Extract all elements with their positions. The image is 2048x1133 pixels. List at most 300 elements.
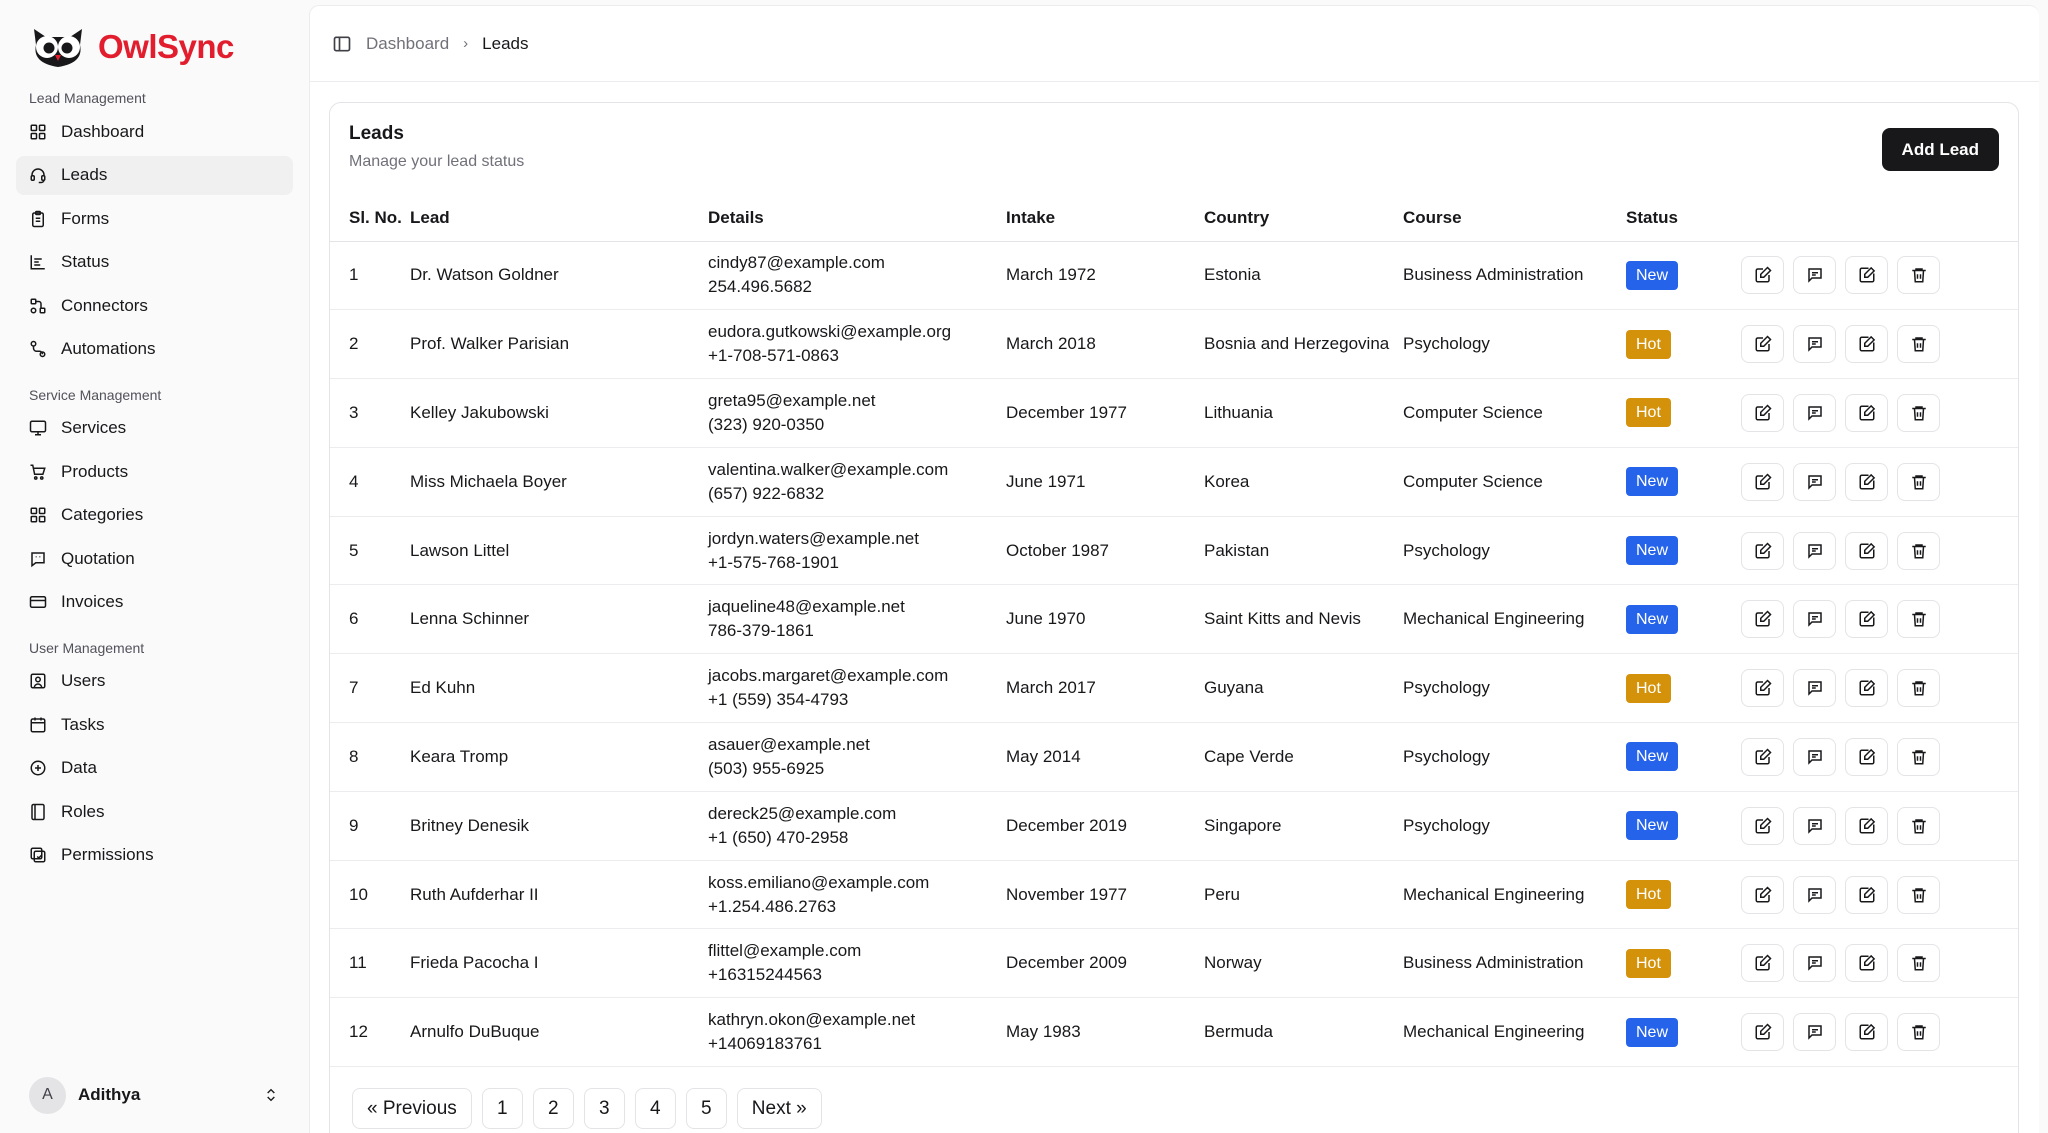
row-actions [1741, 944, 2018, 982]
edit-note-button[interactable] [1741, 807, 1784, 845]
sidebar-item-label: Users [61, 671, 106, 690]
edit-button[interactable] [1845, 532, 1888, 570]
comment-icon [1806, 1023, 1824, 1041]
sidebar-item-leads[interactable] [16, 156, 293, 195]
comment-button[interactable] [1793, 325, 1836, 363]
cell-country: Estonia [1204, 241, 1403, 310]
cell-details [708, 791, 1006, 860]
edit-note-button[interactable] [1741, 600, 1784, 638]
cell-course: Computer Science [1403, 447, 1626, 516]
edit-note-icon [1754, 954, 1772, 972]
lead-email: jordyn.waters@example.net [708, 528, 919, 548]
grid-icon [29, 506, 47, 524]
edit-note-icon [1754, 610, 1772, 628]
trash-icon [1910, 748, 1928, 766]
table-row [330, 791, 2018, 860]
delete-button[interactable] [1897, 394, 1940, 432]
cell-status [1626, 860, 1741, 929]
edit-icon [1858, 473, 1876, 491]
trash-icon [1910, 954, 1928, 972]
trash-icon [1910, 679, 1928, 697]
cell-sl-no: 2 [330, 310, 410, 379]
edit-icon [1858, 542, 1876, 560]
sidebar-item-label: Quotation [61, 548, 135, 568]
sidebar-item-status[interactable] [16, 243, 293, 282]
sidebar-item-label: Data [61, 758, 97, 777]
brand-name: OwlSync [98, 28, 234, 65]
sidebar-item-data[interactable] [16, 749, 293, 788]
table-row [330, 516, 2018, 585]
data-icon [29, 759, 47, 777]
cell-course: Mechanical Engineering [1403, 998, 1626, 1067]
lead-phone: 786-379-1861 [708, 621, 814, 641]
comment-icon [1806, 954, 1824, 972]
row-actions [1741, 325, 2018, 363]
cell-sl-no: 5 [330, 516, 410, 585]
card-header [330, 103, 2018, 196]
page-3-button[interactable]: 3 [584, 1088, 625, 1129]
status-badge: New [1626, 605, 1678, 634]
cell-course: Mechanical Engineering [1403, 585, 1626, 654]
add-lead-button[interactable]: Add Lead [1882, 128, 1999, 171]
sidebar-item-label: Automations [61, 339, 156, 358]
cell-details [708, 998, 1006, 1067]
lead-phone: +1.254.486.2763 [708, 896, 837, 916]
next-page-button[interactable]: Next » [737, 1088, 822, 1129]
lead-email: asauer@example.net [708, 734, 870, 754]
column-header-lead: Lead [410, 196, 708, 241]
cell-actions [1741, 241, 2018, 310]
cell-sl-no: 1 [330, 241, 410, 310]
cell-status [1626, 585, 1741, 654]
comment-button[interactable] [1793, 1013, 1836, 1051]
cell-details [708, 447, 1006, 516]
cell-course: Mechanical Engineering [1403, 860, 1626, 929]
delete-button[interactable] [1897, 325, 1940, 363]
cell-course: Psychology [1403, 654, 1626, 723]
lead-email: koss.emiliano@example.com [708, 872, 930, 892]
cell-intake: March 1972 [1006, 241, 1204, 310]
edit-note-icon [1754, 1023, 1772, 1041]
section-title-service-management: Service Management [29, 386, 162, 403]
cell-intake: March 2018 [1006, 310, 1204, 379]
comment-button[interactable] [1793, 256, 1836, 294]
edit-note-icon [1754, 266, 1772, 284]
pagination [352, 1088, 822, 1129]
trash-icon [1910, 473, 1928, 491]
cell-actions [1741, 379, 2018, 448]
sidebar-item-label: Permissions [61, 845, 154, 864]
cell-lead-name: Frieda Pacocha I [410, 929, 708, 998]
status-badge: New [1626, 1018, 1678, 1047]
cell-country: Guyana [1204, 654, 1403, 723]
cell-intake: December 2019 [1006, 791, 1204, 860]
page-title: Leads [349, 123, 404, 144]
cell-details [708, 929, 1006, 998]
lead-email: jacobs.margaret@example.com [708, 666, 949, 686]
cell-details [708, 654, 1006, 723]
edit-note-button[interactable] [1741, 669, 1784, 707]
cell-sl-no: 6 [330, 585, 410, 654]
edit-note-icon [1754, 335, 1772, 353]
sidebar-item-invoices[interactable] [16, 583, 293, 622]
comment-button[interactable] [1793, 738, 1836, 776]
page-2-button[interactable]: 2 [533, 1088, 574, 1129]
status-badge: New [1626, 742, 1678, 771]
cell-actions [1741, 860, 2018, 929]
edit-button[interactable] [1845, 807, 1888, 845]
lead-phone: +1 (559) 354-4793 [708, 690, 849, 710]
lead-phone: +1-575-768-1901 [708, 552, 839, 572]
status-badge: New [1626, 261, 1678, 290]
grid-icon [29, 123, 47, 141]
cell-sl-no: 7 [330, 654, 410, 723]
cell-actions [1741, 998, 2018, 1067]
delete-button[interactable] [1897, 1013, 1940, 1051]
sidebar-item-forms[interactable] [16, 199, 293, 238]
column-header-details: Details [708, 196, 1006, 241]
cell-country: Bosnia and Herzegovina [1204, 310, 1403, 379]
status-badge: New [1626, 467, 1678, 496]
delete-button[interactable] [1897, 876, 1940, 914]
top-bar [310, 6, 2039, 82]
trash-icon [1910, 404, 1928, 422]
comment-button[interactable] [1793, 532, 1836, 570]
edit-note-button[interactable] [1741, 325, 1784, 363]
cell-status [1626, 791, 1741, 860]
sidebar-item-users[interactable] [16, 662, 293, 701]
delete-button[interactable] [1897, 532, 1940, 570]
sidebar-item-services[interactable] [16, 409, 293, 448]
cell-sl-no: 9 [330, 791, 410, 860]
sidebar-item-dashboard[interactable] [16, 112, 293, 151]
book-icon [29, 803, 47, 821]
workflow-icon [29, 297, 47, 315]
section-title-user-management: User Management [29, 639, 145, 656]
edit-button[interactable] [1845, 876, 1888, 914]
main-content [309, 5, 2039, 1133]
sidebar-item-tasks[interactable] [16, 705, 293, 744]
lead-email: flittel@example.com [708, 941, 862, 961]
edit-note-button[interactable] [1741, 256, 1784, 294]
comment-icon [1806, 404, 1824, 422]
table-row [330, 860, 2018, 929]
cell-status [1626, 723, 1741, 792]
previous-page-button[interactable]: « Previous [352, 1088, 472, 1129]
cell-status [1626, 447, 1741, 516]
cell-sl-no: 11 [330, 929, 410, 998]
trash-icon [1910, 335, 1928, 353]
edit-note-icon [1754, 748, 1772, 766]
sidebar-item-connectors[interactable] [16, 286, 293, 325]
cell-lead-name: Kelley Jakubowski [410, 379, 708, 448]
cell-course: Psychology [1403, 723, 1626, 792]
edit-button[interactable] [1845, 944, 1888, 982]
sidebar-item-label: Leads [61, 165, 108, 184]
cell-intake: June 1970 [1006, 585, 1204, 654]
breadcrumb-dashboard[interactable]: Dashboard [366, 33, 450, 53]
edit-note-icon [1754, 542, 1772, 560]
cell-intake: March 2017 [1006, 654, 1204, 723]
brand-logo[interactable] [16, 22, 293, 72]
row-actions [1741, 256, 2018, 294]
table-row [330, 585, 2018, 654]
edit-button[interactable] [1845, 738, 1888, 776]
delete-button[interactable] [1897, 669, 1940, 707]
table-row [330, 929, 2018, 998]
edit-button[interactable] [1845, 600, 1888, 638]
trash-icon [1910, 266, 1928, 284]
edit-note-button[interactable] [1741, 394, 1784, 432]
cell-lead-name: Arnulfo DuBuque [410, 998, 708, 1067]
sidebar-item-products[interactable] [16, 452, 293, 491]
comment-button[interactable] [1793, 600, 1836, 638]
comment-icon [1806, 679, 1824, 697]
edit-note-icon [1754, 404, 1772, 422]
lead-phone: (503) 955-6925 [708, 758, 825, 778]
lead-phone: +14069183761 [708, 1034, 822, 1054]
edit-icon [1858, 1023, 1876, 1041]
comment-button[interactable] [1793, 944, 1836, 982]
cell-country: Bermuda [1204, 998, 1403, 1067]
comment-icon [1806, 610, 1824, 628]
cell-status [1626, 929, 1741, 998]
user-square-icon [29, 672, 47, 690]
lead-email: valentina.walker@example.com [708, 459, 949, 479]
column-header-status: Status [1626, 196, 1741, 241]
page-1-button[interactable]: 1 [482, 1088, 523, 1129]
lead-phone: 254.496.5682 [708, 277, 812, 297]
chevron-right-icon: › [463, 35, 469, 52]
sidebar-item-roles[interactable] [16, 792, 293, 831]
edit-note-button[interactable] [1741, 463, 1784, 501]
cell-actions [1741, 654, 2018, 723]
delete-button[interactable] [1897, 944, 1940, 982]
table-row [330, 723, 2018, 792]
edit-note-button[interactable] [1741, 1013, 1784, 1051]
route-icon [29, 340, 47, 358]
edit-button[interactable] [1845, 669, 1888, 707]
cell-sl-no: 3 [330, 379, 410, 448]
edit-note-button[interactable] [1741, 738, 1784, 776]
trash-icon [1910, 886, 1928, 904]
sidebar-item-label: Services [61, 418, 127, 437]
edit-icon [1858, 266, 1876, 284]
trash-icon [1910, 542, 1928, 560]
page-4-button[interactable]: 4 [635, 1088, 676, 1129]
cell-intake: December 2009 [1006, 929, 1204, 998]
table-row [330, 379, 2018, 448]
cell-actions [1741, 929, 2018, 998]
section-title-lead-management: Lead Management [29, 90, 146, 106]
cell-details [708, 723, 1006, 792]
cell-intake: December 1977 [1006, 379, 1204, 448]
edit-icon [1858, 404, 1876, 422]
cell-details [708, 241, 1006, 310]
lead-email: cindy87@example.com [708, 253, 885, 273]
edit-note-button[interactable] [1741, 532, 1784, 570]
comment-button[interactable] [1793, 394, 1836, 432]
sidebar-item-label: Tasks [61, 714, 105, 734]
headset-icon [29, 166, 47, 184]
user-menu[interactable] [29, 1073, 279, 1117]
edit-button[interactable] [1845, 256, 1888, 294]
delete-button[interactable] [1897, 807, 1940, 845]
cell-status [1626, 654, 1741, 723]
cell-lead-name: Prof. Walker Parisian [410, 310, 708, 379]
cell-details [708, 585, 1006, 654]
sidebar-item-categories[interactable] [16, 496, 293, 535]
breadcrumb-leads: Leads [482, 33, 529, 53]
row-actions [1741, 394, 2018, 432]
cell-country: Pakistan [1204, 516, 1403, 585]
cell-lead-name: Lawson Littel [410, 516, 708, 585]
table-row [330, 310, 2018, 379]
page-5-button[interactable]: 5 [686, 1088, 727, 1129]
leads-card [329, 102, 2019, 1133]
edit-button[interactable] [1845, 394, 1888, 432]
sidebar-item-label: Invoices [61, 592, 124, 611]
sidebar [0, 0, 309, 1133]
comment-icon [1806, 266, 1824, 284]
comment-button[interactable] [1793, 807, 1836, 845]
status-badge: Hot [1626, 949, 1671, 978]
cell-country: Singapore [1204, 791, 1403, 860]
cell-country: Korea [1204, 447, 1403, 516]
trash-icon [1910, 1023, 1928, 1041]
edit-button[interactable] [1845, 325, 1888, 363]
cell-country: Lithuania [1204, 379, 1403, 448]
edit-note-icon [1754, 473, 1772, 491]
cell-details [708, 379, 1006, 448]
cell-status [1626, 310, 1741, 379]
cell-actions [1741, 310, 2018, 379]
sidebar-item-automations[interactable] [16, 330, 293, 369]
sidebar-toggle-icon[interactable] [332, 34, 352, 54]
cell-sl-no: 12 [330, 998, 410, 1067]
cell-intake: November 1977 [1006, 860, 1204, 929]
row-actions [1741, 600, 2018, 638]
column-header-intake: Intake [1006, 196, 1204, 241]
lead-email: dereck25@example.com [708, 803, 897, 823]
edit-note-button[interactable] [1741, 876, 1784, 914]
cell-course: Psychology [1403, 791, 1626, 860]
cell-actions [1741, 447, 2018, 516]
sidebar-item-permissions[interactable] [16, 836, 293, 875]
sidebar-item-label: Connectors [61, 295, 148, 315]
comment-button[interactable] [1793, 669, 1836, 707]
page-subtitle: Manage your lead status [349, 153, 525, 170]
chevrons-up-down-icon [263, 1087, 279, 1103]
edit-icon [1858, 817, 1876, 835]
lead-phone: +16315244563 [708, 965, 822, 985]
sidebar-item-label: Roles [61, 801, 105, 821]
cell-details [708, 860, 1006, 929]
delete-button[interactable] [1897, 463, 1940, 501]
cell-intake: May 2014 [1006, 723, 1204, 792]
clipboard-icon [29, 210, 47, 228]
leads-table [330, 196, 2018, 1067]
edit-note-button[interactable] [1741, 944, 1784, 982]
delete-button[interactable] [1897, 738, 1940, 776]
quote-icon [29, 550, 47, 568]
sidebar-item-label: Forms [61, 208, 110, 228]
table-row [330, 241, 2018, 310]
lead-email: greta95@example.net [708, 390, 876, 410]
edit-icon [1858, 335, 1876, 353]
cell-sl-no: 10 [330, 860, 410, 929]
cell-intake: May 1983 [1006, 998, 1204, 1067]
row-actions [1741, 532, 2018, 570]
cell-course: Psychology [1403, 310, 1626, 379]
edit-button[interactable] [1845, 1013, 1888, 1051]
cell-status [1626, 241, 1741, 310]
edit-icon [1858, 748, 1876, 766]
comment-icon [1806, 748, 1824, 766]
table-row [330, 654, 2018, 723]
edit-button[interactable] [1845, 463, 1888, 501]
column-header-sl-no: Sl. No. [330, 196, 410, 241]
cell-details [708, 516, 1006, 585]
row-actions [1741, 1013, 2018, 1051]
column-header-course: Course [1403, 196, 1626, 241]
column-header-country: Country [1204, 196, 1403, 241]
cell-lead-name: Dr. Watson Goldner [410, 241, 708, 310]
cell-lead-name: Keara Tromp [410, 723, 708, 792]
delete-button[interactable] [1897, 600, 1940, 638]
column-header-actions [1741, 196, 2018, 241]
lead-phone: +1 (650) 470-2958 [708, 827, 849, 847]
cell-course: Computer Science [1403, 379, 1626, 448]
sidebar-item-quotation[interactable] [16, 539, 293, 578]
lead-email: kathryn.okon@example.net [708, 1010, 916, 1030]
status-badge: Hot [1626, 398, 1671, 427]
comment-icon [1806, 542, 1824, 560]
cell-country: Norway [1204, 929, 1403, 998]
edit-note-icon [1754, 886, 1772, 904]
row-actions [1741, 807, 2018, 845]
comment-icon [1806, 886, 1824, 904]
edit-note-icon [1754, 679, 1772, 697]
sidebar-item-label: Status [61, 252, 110, 271]
monitor-icon [29, 419, 47, 437]
cell-sl-no: 8 [330, 723, 410, 792]
edit-icon [1858, 610, 1876, 628]
owl-logo-icon [28, 25, 88, 69]
lead-email: eudora.gutkowski@example.org [708, 322, 952, 342]
comment-button[interactable] [1793, 876, 1836, 914]
cell-course: Business Administration [1403, 241, 1626, 310]
cell-actions [1741, 791, 2018, 860]
cell-country: Cape Verde [1204, 723, 1403, 792]
lead-phone: (657) 922-6832 [708, 483, 825, 503]
comment-button[interactable] [1793, 463, 1836, 501]
table-row [330, 998, 2018, 1067]
status-badge: Hot [1626, 674, 1671, 703]
cell-country: Peru [1204, 860, 1403, 929]
lead-phone: +1-708-571-0863 [708, 346, 839, 366]
status-badge: New [1626, 536, 1678, 565]
status-badge: Hot [1626, 330, 1671, 359]
table-body [330, 241, 2018, 1067]
status-badge: New [1626, 811, 1678, 840]
cart-icon [29, 463, 47, 481]
cell-status [1626, 379, 1741, 448]
delete-button[interactable] [1897, 256, 1940, 294]
comment-icon [1806, 473, 1824, 491]
table-row [330, 447, 2018, 516]
breadcrumb [366, 34, 529, 54]
